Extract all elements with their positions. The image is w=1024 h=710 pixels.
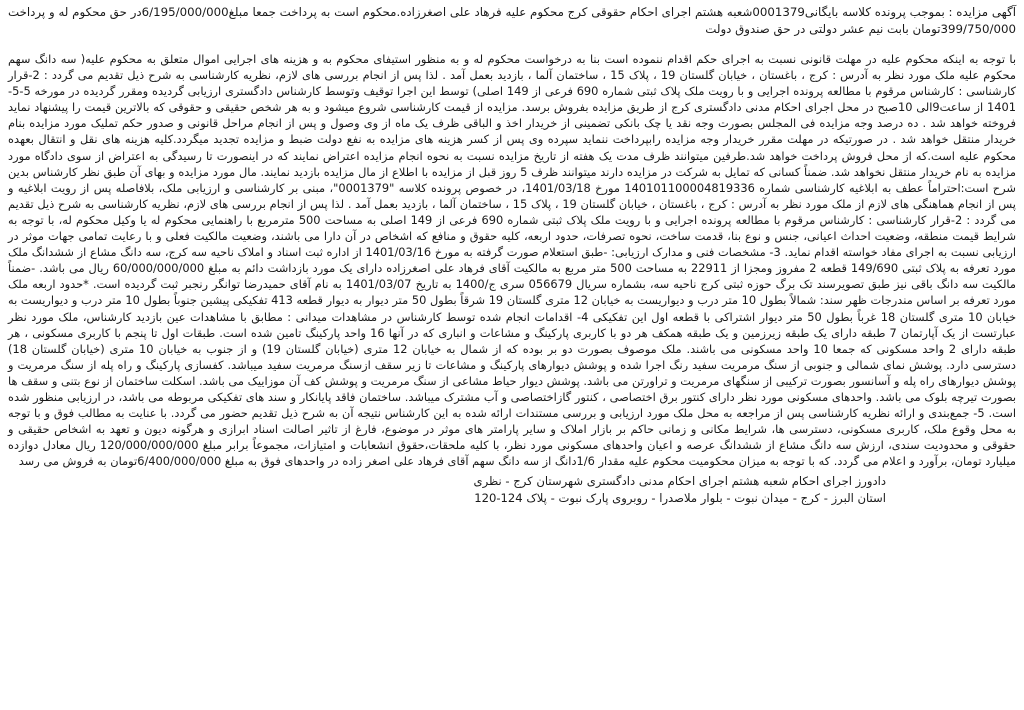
notice-headline: آگهی مزایده : بموجب پرونده کلاسه بایگانی0001379شعبه هشتم اجرای احکام حقوقی کرج محکوم علیه فرهاد علی اصغرزاده.محکوم است به پرداخت جمعا مبلغ6/195/000/000در حق محکوم له و پرداخت 399/750/000تومان بابت نیم عشر دولتی در حق صندوق دولت	[8, 5, 1017, 36]
notice-body: با توجه به اینکه محکوم علیه در مهلت قانونی نسبت به اجرای حکم اقدام ننموده است بنا به درخواست محکوم له و به منظور استیفای محکوم به و هزینه های اجرایی اموال متعلق به محکوم علیه( سه دانگ سهم محکوم علیه ملک مورد نظر به آدرس : کرج ، باغستان ، خیابان گلستان 19 ، پلاک 15 ، ساختمان آلما ، بازدید بعمل آمد . لذا پس از انجام بررسی های لازم، نظریه کارشناسی به شرح ذیل تقدیم می گردد : 2-قرار کارشناسی : کارشناس مرقوم با مطالعه پرونده اجرایی و با رویت ملک پلاک ثبتی شماره 690 فرعی از 149 اصلی) توسط این اجرا توقیف وتوسط کارشناس دادگستری ارزیابی گردیده ومقرر گردیده در مورخه 5-5-1401 از ساعت9الی 10صبح در محل اجرای احکام مدنی دادگستری کرج از طریق مزایده بفروش برسد. مزایده از قیمت کارشناسی شروع میشود و به هر شخص حقیقی و حقوقی که بالاترین قیمت را پیشنهاد نماید فروخته خواهد شد . ده درصد وجه مزایده فی المجلس بصورت وجه نقد یا چک بانکی تضمینی از خریدار اخذ و الباقی ظرف یک ماه از وی وصول و پس از انجام مراحل قانونی و صدور حکم تملیک مورد مزایده بنام خریدار منتقل خواهد شد . در صورتیکه در مهلت مقرر خریدار وجه مزایده رابپرداخت ننماید سپرده وی پس از کسر هزینه های مزایده به نفع دولت ضبط و مزایده تجدید میگردد.کلیه هزینه های نقل و انتقال بعهده محکوم علیه است.که از محل فروش پرداخت خواهد شد.طرفین میتوانند ظرف مدت یک هفته از تاریخ مزایده نسبت به نحوه انجام مزایده اعتراض نمایند که در اینصورت تا رسیدگی به اعتراض از سوی دادگاه مورد مزایده به نام خریدار منتقل نخواهد شد. ضمناً کسانی که تمایل به شرکت در مزایده دارند میتوانند ظرف 5 روز قبل از مزایده با اطلاع از مال مزایده بازدید نمایند. مال مورد مزایده و بهای آن طبق نظر کارشناس بدین شرح است:احتراماً عطف به ابلاغیه کارشناسی شماره 140101100004819336 مورخ 1401/03/18، در خصوص پرونده کلاسه "0001379"، مبنی بر کارشناسی و ارزیابی ملک، بلافاصله پس از رویت ابلاغیه و پس از انجام هماهنگی های لازم از ملک مورد نظر به آدرس : کرج ، باغستان ، خیابان گلستان 19 ، پلاک 15 ، ساختمان آلما ، بازدید بعمل آمد . لذا پس از انجام بررسی های لازم، نظریه کارشناسی به شرح ذیل تقدیم می گردد : 2-قرار کارشناسی : کارشناس مرقوم با مطالعه پرونده اجرایی و با رویت ملک پلاک ثبتی شماره 690 فرعی از 149 اصلی به مساحت 500 مترمربع با راهنمایی محکوم له یا وکیل محکوم له، با توجه به شرایط قیمت منطقه، وضعیت احداث اعیانی، جنس و نوع بنا، قدمت ساخت، نحوه تصرفات، حدود اربعه، کلیه حقوق و منافع که اشخاص در آن دارا می باشند، وضعیت مالکیت فعلی و با رعایت تمامی جهات موثر در ارزیابی نسبت به اجرای مفاد خواسته اقدام نماید. 3- مشخصات فنی و مدارک ارزیابی: -طبق استعلام صورت گرفته به مورخ 1401/03/16 از اداره ثبت اسناد و املاک ناحیه سه کرج، سه دانگ مشاع از ششدانگ ملک مورد تعرفه به پلاک ثبتی 149/690 قطعه 2 مفروز ومجزا از 22911 به مساحت 500 متر مربع به مالکیت آقای فرهاد علی اصغرزاده دارای یک مورد بازداشت دائم به مبلغ 60/000/000/000 ریال می باشد. -ضمناً مالکیت سه دانگ باقی نیز طبق تصویرسند تک برگ حوزه ثبتی کرج ناحیه سه، بشماره سریال 056679 سری ج/1400 به تاریخ 1401/03/07 به نام آقای حمیدرضا توانگر رنجبر ثبت گردیده است. *حدود اربعه ملک مورد تعرفه بر اساس مندرجات ظهر سند: شمالاً بطول 10 متر درب و دیواریست به خیابان 12 متری گلستان 19 شرقاً بطول 50 متر دیوار به دیوار قطعه 413 تفکیکی پیشین جنوباً بطول 10 متر درب و دیواریست به خیابان 10 متری گلستان 18 غرباً بطول 50 متر دیوار اشتراکی با قطعه اول این تفکیکی 4- اقدامات انجام شده توسط کارشناس در مشاهدات میدانی : مطابق با مشاهدات عین بازدید کارشناس، ملک مورد نظر عبارتست از یک آپارتمان 7 طبقه دارای یک طبقه زیرزمین و یک طبقه همکف هر دو با کاربری پارکینگ و مشاعات و انباری که در آنها 16 واحد پارکینگ تامین شده است. طبقات اول تا پنجم با کاربری مسکونی ، هر طبقه دارای 2 واحد مسکونی که جمعا 10 واحد مسکونی می باشند. ملک موصوف بصورت دو بر بوده که از شمال به خیابان 12 متری (خیابان گلستان 19) و از جنوب به خیابان 10 متری (خیابان گلستان 18) دسترسی دارد. پوشش نمای شمالی و جنوبی از سنگ مرمریت سفید رنگ اجرا شده و پوشش دیوارهای پارکینگ و مشاعات تا زیر سقف ازسنگ مرمریت سفید میباشد. کفسازی پارکینگ و راه پله از سنگ مرمریت و پوشش دیوارهای راه پله و آسانسور بصورت ترکیبی از سنگهای مرمریت و تراورتن می باشد. پوشش دیوار حیاط مشاعی از سنگ مرمریت و پوشش کف آن موزاییک می باشد. اسکلت ساختمان از نوع بتنی و سقف ها بصورت تیرچه بلوک می باشد. واحدهای مسکونی مورد نظر دارای کنتور برق اختصاصی ، کنتور گازاختصاصی و آب مشترک میباشد. ساختمان فاقد پایانکار و سند های تفکیکی مربوطه می باشد، در ارزیابی منظور شده است. 5- جمع‌بندی و ارائه نظریه کارشناسی پس از مراجعه به محل ملک مورد ارزیابی و بررسی مستندات ارائه شده به این کارشناس نتیجه آن به شرح ذیل تقدیم حضور می گردد. با عنایت به مطالب فوق و با توجه به محل وقوع ملک، کاربری مسکونی، دسترسی ها، شرایط مکانی و زمانی حاکم بر بازار املاک و سایر پارامتر های موثر در موضوع، فارغ از تاثیر اصالت اسناد ابرازی و هرگونه دیون و تعهد به اشخاص حقیقی و حقوقی و محدودیت سندی، ارزش سه دانگ مشاع از ششدانگ عرصه و اعیان واحدهای مسکونی مورد نظر، با کلیه ملحقات،حقوق انشعابات و امتیازات، مجموعاً برابر مبلغ 120/000/000/000 ریال معادل دوازده میلیارد تومان، برآورد و اعلام می گردد. که با توجه به میزان محکومیت محکوم علیه مقدار 1/6دانگ از سه دانگ سهم آقای فرهاد علی اصغر زاده در واحدهای فوق به مبلغ 6/400/000/000تومان به فروش می رسد	[8, 52, 1017, 469]
officer-signature-line: دادورز اجرای احکام شعبه هشتم اجرای احکام مدنی دادگستری شهرستان کرج - نظری	[473, 474, 886, 489]
notice-footer	[8, 473, 1016, 506]
office-address: استان البرز - کرج - میدان نبوت - بلوار ملاصدرا - روبروی پارک نبوت - پلاک 124-120	[474, 490, 886, 505]
